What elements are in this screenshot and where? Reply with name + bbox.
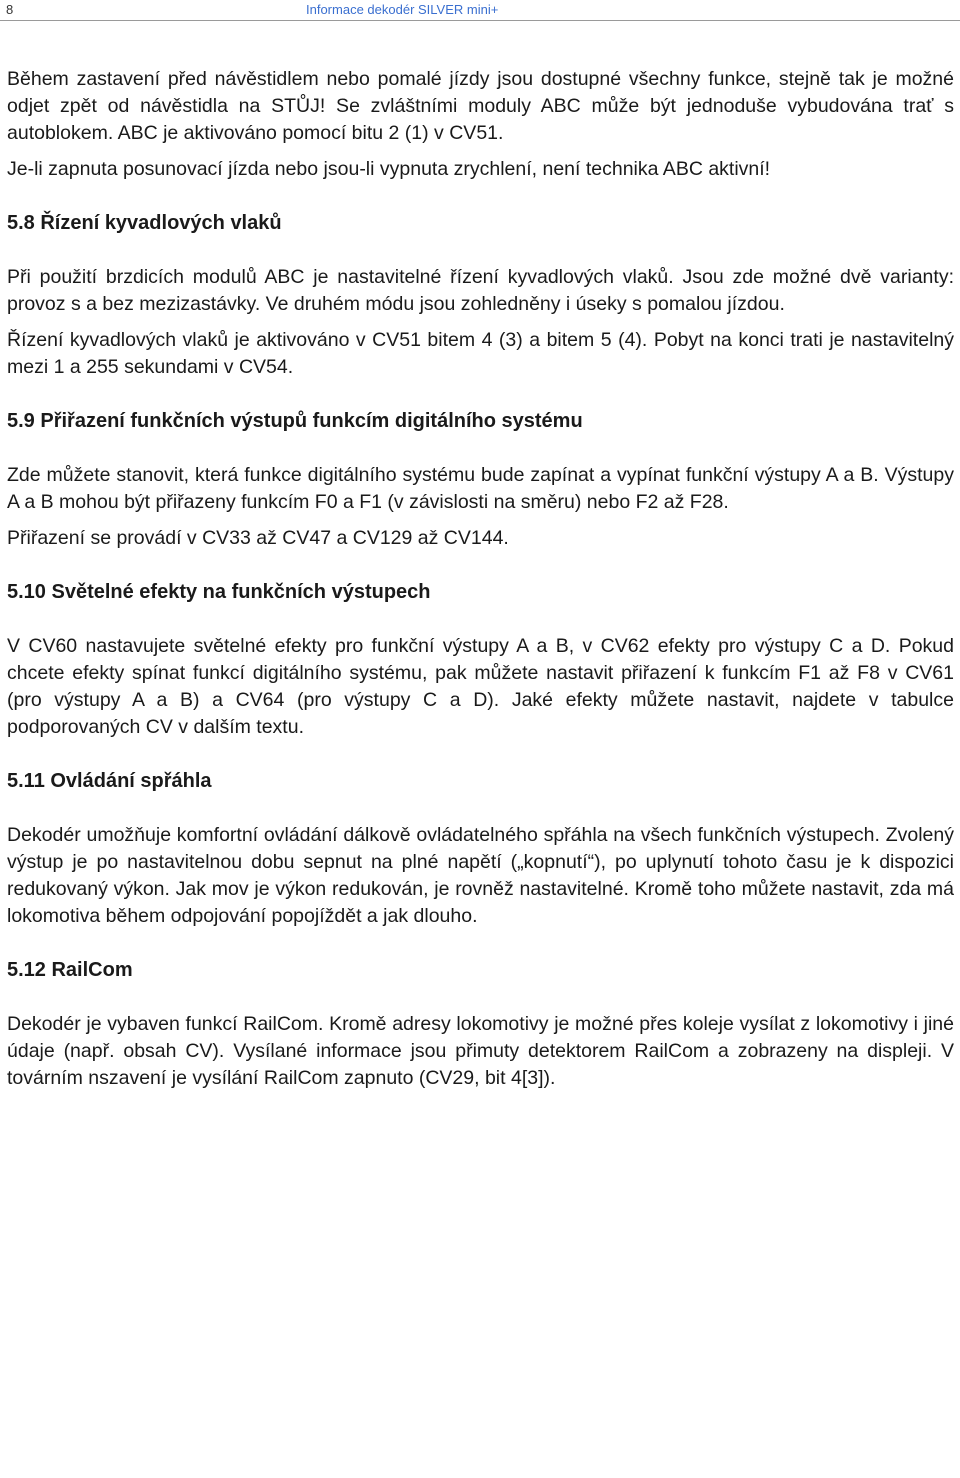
header-divider <box>0 20 960 21</box>
section-heading-5-10: 5.10 Světelné efekty na funkčních výstupech <box>7 581 431 603</box>
page-header <box>0 0 960 22</box>
section-heading-5-8: 5.8 Řízení kyvadlových vlaků <box>7 212 282 234</box>
paragraph-abc-inactive-note: Je-li zapnuta posunovací jízda nebo jsou-li vypnuta zrychlení, není technika ABC aktivní! <box>7 158 771 180</box>
paragraph-abc-stop: Během zastavení před návěstidlem nebo pomalé jízdy jsou dostupné všechny funkce, stejně tak je možné odjet zpět od návěstidla na STŮJ! Se zvláštními moduly ABC může být jednoduše vybudována trať s autoblokem. ABC je aktivováno pomocí bitu 2 (1) v CV51. <box>7 68 954 144</box>
section-heading-5-9: 5.9 Přiřazení funkčních výstupů funkcím digitálního systému <box>7 410 583 432</box>
paragraph-coupler-control: Dekodér umožňuje komfortní ovládání dálkově ovládatelného spřáhla na všech funkčních výstupech. Zvolený výstup je po nastavitelnou dobu sepnut na plné napětí („kopnutí“), po uplynutí tohoto času je k dispozici redukovaný výkon. Jak mov je výkon redukován, je rovněž nastavitelné. Kromě toho můžete nastavit, zda má lokomotiva během odpojování popojíždět a jak dlouho. <box>7 824 954 927</box>
section-heading-5-11: 5.11 Ovládání spřáhla <box>7 770 212 792</box>
paragraph-function-mapping: Zde můžete stanovit, která funkce digitálního systému bude zapínat a vypínat funkční výstupy A a B. Výstupy A a B mohou být přiřazeny funkcím F0 a F1 (v závislosti na směru) nebo F2 až F28. <box>7 464 954 513</box>
document-body <box>7 66 954 1092</box>
paragraph-light-effects: V CV60 nastavujete světelné efekty pro funkční výstupy A a B, v CV62 efekty pro výstupy C a D. Pokud chcete efekty spínat funkcí digitálního systému, pak můžete nastavit přiřazení k funkcím F1 až F8 v CV61 (pro výstupy A a B) a CV64 (pro výstupy C a D). Jaké efekty můžete nastavit, najdete v tabulce podporovaných CV v dalším textu. <box>7 635 954 738</box>
section-heading-5-12: 5.12 RailCom <box>7 959 133 981</box>
paragraph-shuttle-activation: Řízení kyvadlových vlaků je aktivováno v CV51 bitem 4 (3) a bitem 5 (4). Pobyt na konci trati je nastavitelný mezi 1 a 255 sekundami v CV54. <box>7 329 954 378</box>
running-title: Informace dekodér SILVER mini+ <box>306 2 499 17</box>
paragraph-railcom: Dekodér je vybaven funkcí RailCom. Kromě adresy lokomotivy je možné přes koleje vysílat z lokomotivy i jiné údaje (např. obsah CV). Vysílané informace jsou přimuty detektorem RailCom a zobrazeny na displeji. V továrním nszavení je vysílání RailCom zapnuto (CV29, bit 4[3]). <box>7 1013 954 1089</box>
page-number: 8 <box>6 2 14 17</box>
paragraph-mapping-cvs: Přiřazení se provádí v CV33 až CV47 a CV129 až CV144. <box>7 527 509 549</box>
paragraph-shuttle-variants: Při použití brzdicích modulů ABC je nastavitelné řízení kyvadlových vlaků. Jsou zde možné dvě varianty: provoz s a bez mezizastávky. Ve druhém módu jsou zohledněny i úseky s pomalou jízdou. <box>7 266 954 315</box>
